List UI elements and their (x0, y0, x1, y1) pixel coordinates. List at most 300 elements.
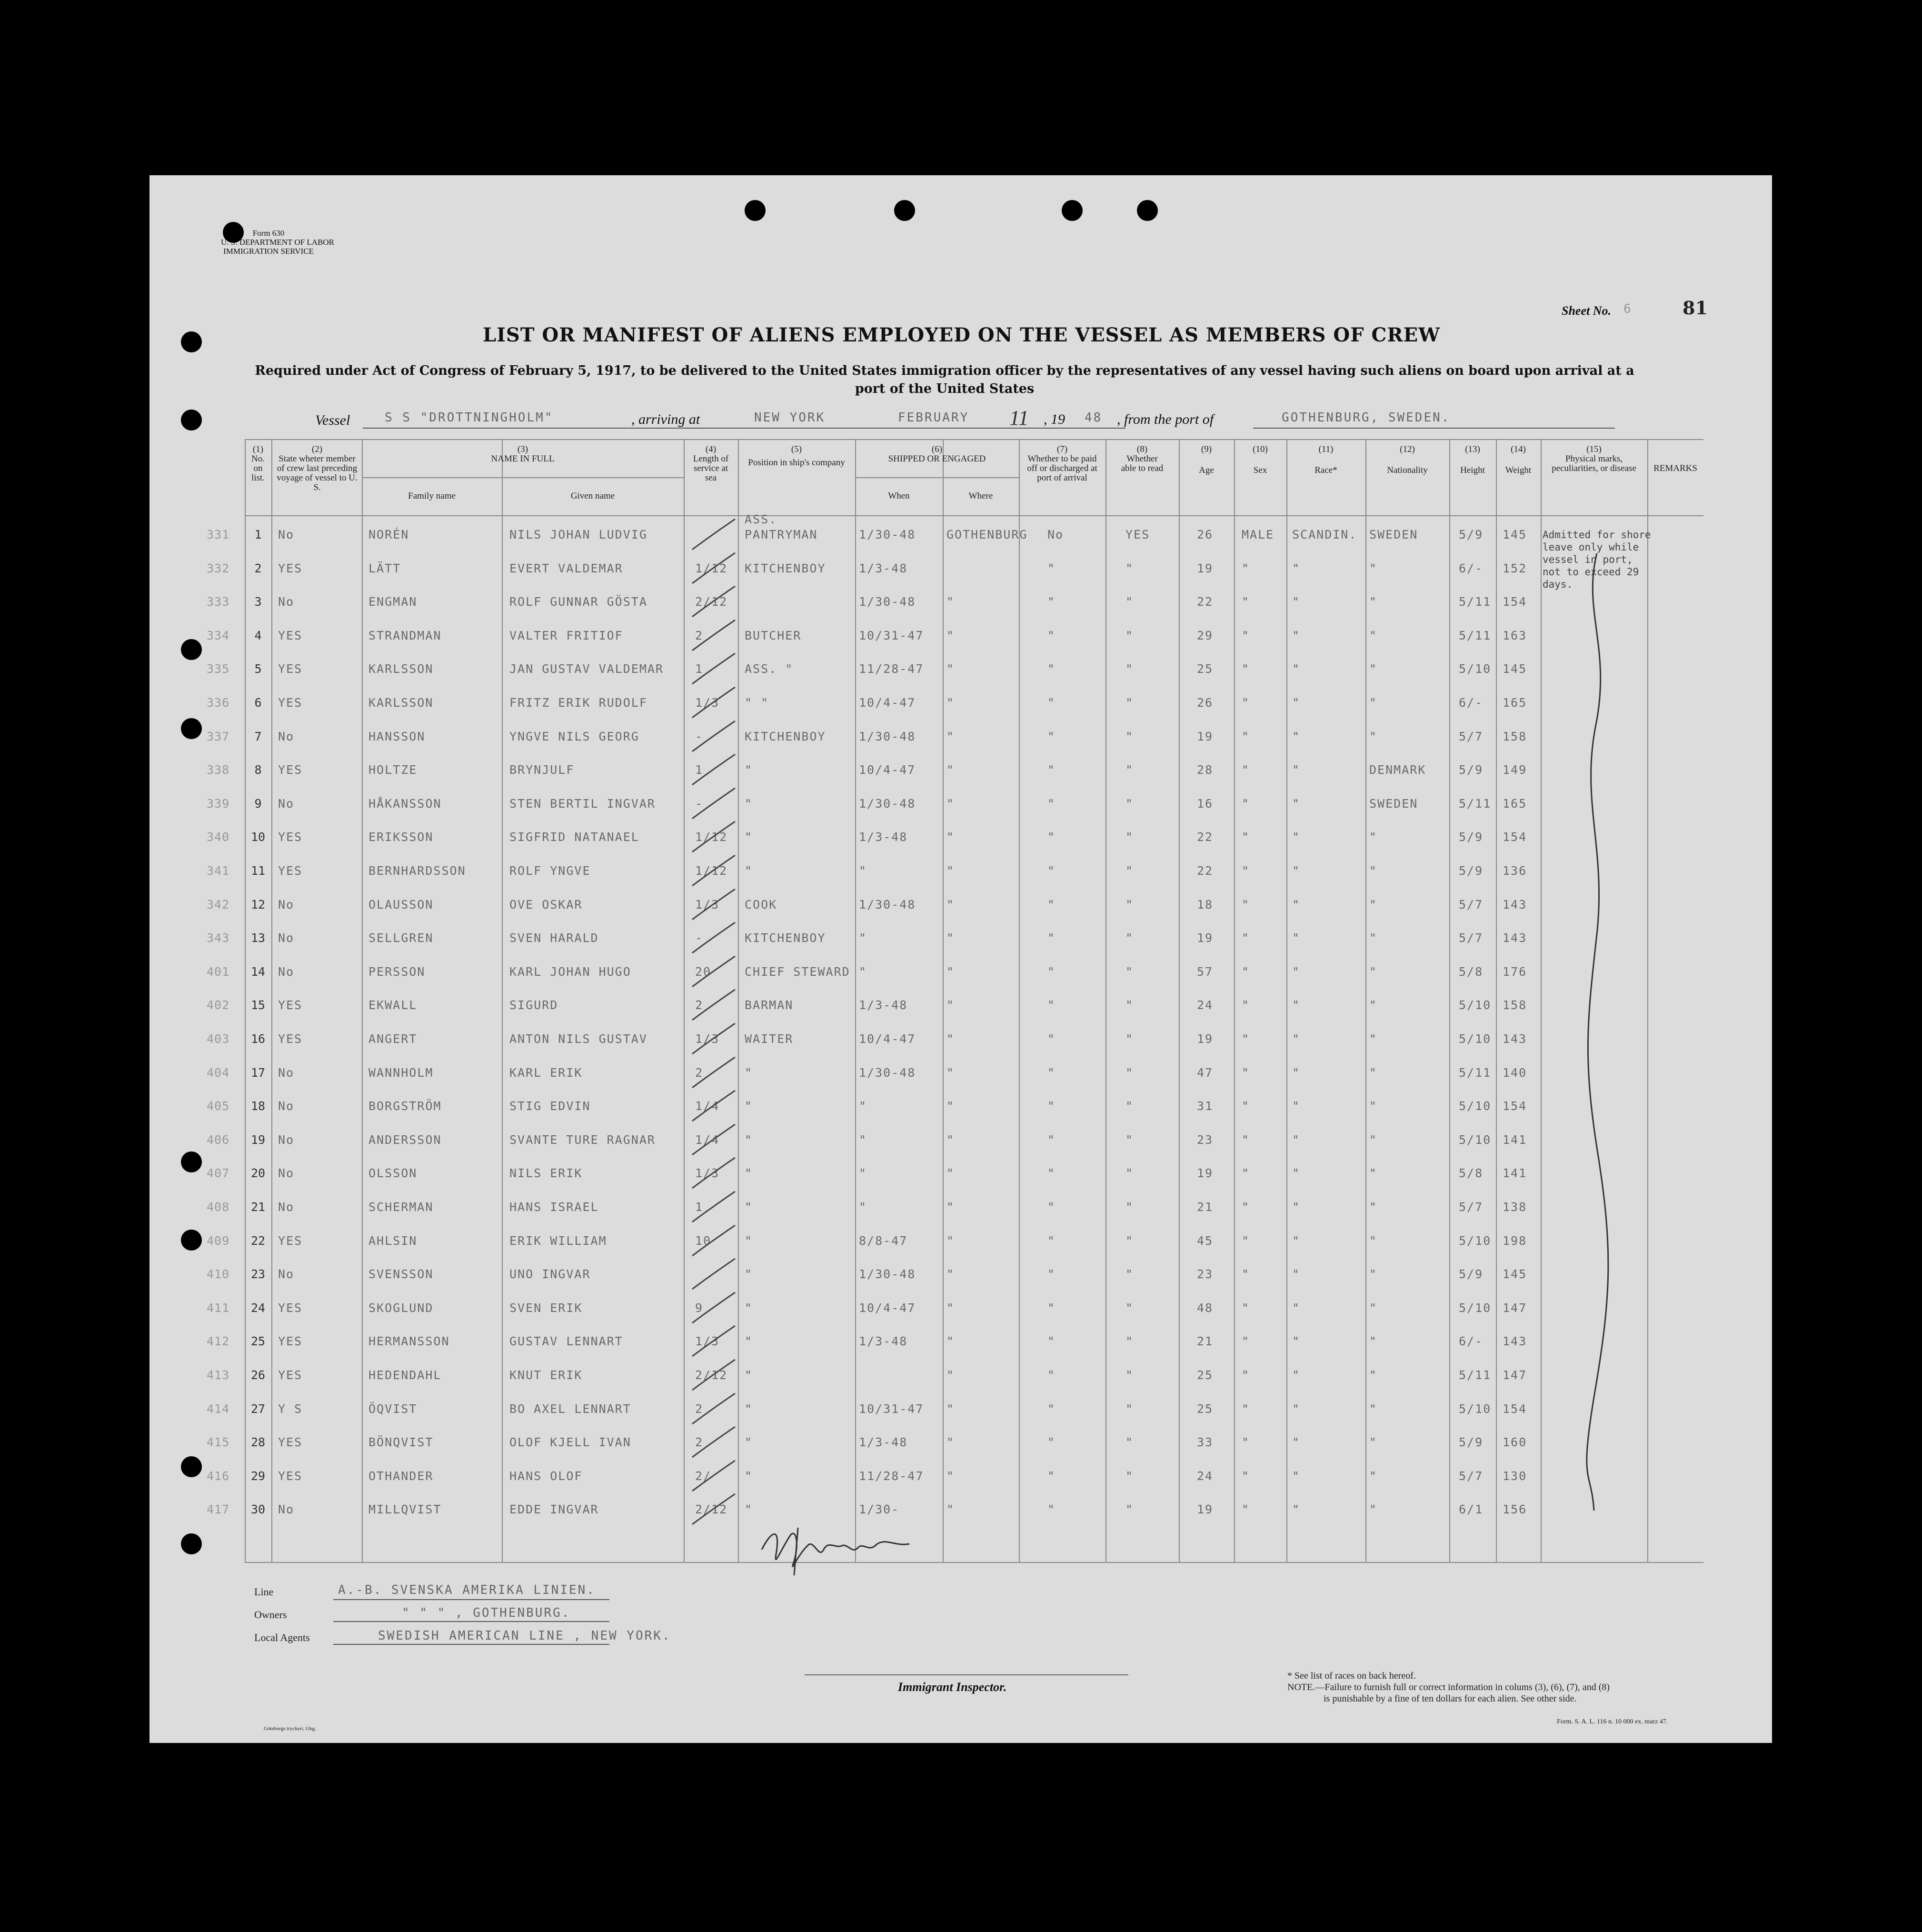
height: 5/11 (1459, 1368, 1492, 1382)
age: 22 (1197, 864, 1214, 878)
list-ref-number: 417 (207, 1502, 230, 1517)
age: 19 (1197, 1166, 1214, 1181)
inspector-signature (752, 1516, 1057, 1578)
row-number: 14 (250, 964, 266, 979)
position: PANTRYMAN (745, 528, 818, 541)
prev-voyage: No (278, 796, 295, 811)
able-to-read: " (1125, 1502, 1134, 1517)
position: BARMAN (745, 998, 794, 1012)
row-number: 2 (254, 561, 262, 575)
sex: " (1242, 1200, 1250, 1214)
weight: 165 (1503, 696, 1527, 710)
sex: " (1242, 1368, 1250, 1382)
sex: " (1242, 662, 1250, 676)
shipped-when: 1/30- (859, 1502, 900, 1517)
height: 6/1 (1459, 1502, 1484, 1517)
sex: " (1242, 964, 1250, 979)
age: 23 (1197, 1267, 1214, 1281)
row-number: 9 (254, 796, 262, 811)
col-header-given: Given name (570, 491, 615, 501)
prev-voyage: YES (278, 1334, 303, 1349)
col-header-when: When (888, 491, 910, 501)
age: 26 (1197, 528, 1214, 541)
given-name: KARL JOHAN HUGO (509, 964, 631, 979)
given-name: VALTER FRITIOF (509, 628, 623, 642)
race: " (1292, 864, 1301, 878)
given-name: ROLF YNGVE (509, 864, 591, 878)
shipped-where: " (946, 595, 955, 609)
race: " (1292, 931, 1301, 945)
row-number: 29 (250, 1469, 266, 1483)
table-row (207, 893, 1541, 927)
weight: 145 (1503, 528, 1527, 541)
weight: 176 (1503, 964, 1527, 979)
row-number: 1 (254, 528, 262, 541)
service-length: 1/3 (695, 696, 720, 710)
nationality: " (1369, 595, 1378, 609)
list-ref-number: 409 (207, 1233, 230, 1248)
race: " (1292, 1099, 1301, 1113)
sex: " (1242, 1301, 1250, 1315)
page-title: LIST OR MANIFEST OF ALIENS EMPLOYED ON THE VESSEL AS MEMBERS OF CREW (483, 324, 1441, 346)
table-row (207, 859, 1541, 893)
row-number: 5 (254, 662, 262, 676)
arrival-day: 11 (1009, 406, 1029, 430)
family-name: PERSSON (368, 964, 426, 979)
service-length: 1/12 (695, 561, 728, 575)
given-name: OLOF KJELL IVAN (509, 1435, 631, 1450)
weight: 140 (1503, 1065, 1527, 1080)
department: U. S. DEPARTMENT OF LABOR (221, 238, 334, 247)
table-row (207, 1094, 1541, 1128)
row-number: 15 (250, 998, 266, 1012)
row-number: 7 (254, 729, 262, 743)
service-length: 1/3 (695, 1334, 720, 1349)
able-to-read: " (1125, 729, 1134, 743)
sex: " (1242, 561, 1250, 575)
prev-voyage: Y S (278, 1401, 303, 1416)
family-name: NORÉN (368, 528, 409, 541)
age: 57 (1197, 964, 1214, 979)
service-length: 10 (695, 1233, 712, 1248)
row-number: 23 (250, 1267, 266, 1281)
form-header (221, 229, 334, 256)
sex: " (1242, 1469, 1250, 1483)
row-number: 18 (250, 1099, 266, 1113)
height: 5/7 (1459, 729, 1484, 743)
shipped-when: " (859, 1132, 867, 1147)
sex: " (1242, 696, 1250, 710)
weight: 141 (1503, 1166, 1527, 1181)
table-row (207, 1229, 1541, 1263)
family-name: ÖQVIST (368, 1401, 418, 1416)
able-to-read: " (1125, 1233, 1134, 1248)
service-length: 9 (695, 1301, 704, 1315)
given-name: BO AXEL LENNART (509, 1401, 631, 1416)
service-length: 1/4 (695, 1099, 720, 1113)
vessel-name: S S "DROTTNINGHOLM" (385, 410, 554, 425)
height: 5/8 (1459, 1166, 1484, 1181)
shipped-when: 11/28-47 (859, 662, 924, 676)
list-ref-number: 338 (207, 763, 230, 777)
row-number: 24 (250, 1301, 266, 1315)
table-row (207, 758, 1541, 792)
service-length: 1/12 (695, 864, 728, 878)
shipped-where: " (946, 1200, 955, 1214)
able-to-read: " (1125, 763, 1134, 777)
age: 19 (1197, 561, 1214, 575)
table-row (207, 624, 1541, 658)
family-name: AHLSIN (368, 1233, 418, 1248)
table-row (207, 993, 1541, 1027)
punch-hole (181, 1533, 202, 1554)
able-to-read: " (1125, 1032, 1134, 1046)
weight: 143 (1503, 897, 1527, 911)
given-name: SIGFRID NATANAEL (509, 830, 639, 844)
race: " (1292, 595, 1301, 609)
race: " (1292, 897, 1301, 911)
family-name: STRANDMAN (368, 628, 442, 642)
sex: " (1242, 1267, 1250, 1281)
shipped-where: " (946, 763, 955, 777)
nationality: DENMARK (1369, 763, 1426, 777)
col-header-name: (3) NAME IN FULL (491, 444, 555, 464)
punch-hole (181, 410, 202, 430)
shipped-when: 1/30-48 (859, 729, 916, 743)
row-number: 3 (254, 595, 262, 609)
position-prefix: ASS. (745, 512, 777, 526)
service-length: 1/3 (695, 1166, 720, 1181)
able-to-read: " (1125, 1200, 1134, 1214)
paid-off: " (1047, 1267, 1056, 1281)
service: IMMIGRATION SERVICE (223, 247, 314, 256)
table-row (207, 1397, 1541, 1431)
col-header-height: (13) Height (1460, 444, 1485, 475)
weight: 143 (1503, 1334, 1527, 1349)
remark-continuation-line (1578, 553, 1616, 1515)
paid-off: No (1047, 528, 1064, 541)
nationality: " (1369, 696, 1378, 710)
vessel-label: Vessel (315, 412, 350, 428)
list-ref-number: 401 (207, 964, 230, 979)
race: " (1292, 1200, 1301, 1214)
sex: " (1242, 864, 1250, 878)
shipped-where: " (946, 830, 955, 844)
punch-hole (181, 331, 202, 352)
list-ref-number: 333 (207, 595, 230, 609)
list-ref-number: 343 (207, 931, 230, 945)
given-name: STEN BERTIL INGVAR (509, 796, 656, 811)
weight: 143 (1503, 931, 1527, 945)
paid-off: " (1047, 931, 1056, 945)
given-name: NILS JOHAN LUDVIG (509, 528, 647, 541)
age: 26 (1197, 696, 1214, 710)
race: " (1292, 830, 1301, 844)
height: 5/9 (1459, 864, 1484, 878)
shipped-where: " (946, 931, 955, 945)
height: 5/10 (1459, 1301, 1492, 1315)
shipped-where: " (946, 1502, 955, 1517)
age: 21 (1197, 1334, 1214, 1349)
race: " (1292, 729, 1301, 743)
row-number: 20 (250, 1166, 266, 1181)
shipped-where: " (946, 964, 955, 979)
able-to-read: " (1125, 897, 1134, 911)
nationality: " (1369, 998, 1378, 1012)
position: COOK (745, 897, 777, 911)
list-ref-number: 406 (207, 1132, 230, 1147)
able-to-read: " (1125, 1334, 1134, 1349)
able-to-read: " (1125, 1267, 1134, 1281)
nationality: " (1369, 561, 1378, 575)
position: " (745, 796, 753, 811)
sex: " (1242, 1334, 1250, 1349)
age: 24 (1197, 1469, 1214, 1483)
height: 5/10 (1459, 1099, 1492, 1113)
paid-off: " (1047, 1502, 1056, 1517)
paid-off: " (1047, 1368, 1056, 1382)
shipped-where: " (946, 1301, 955, 1315)
sex: " (1242, 897, 1250, 911)
height: 5/10 (1459, 998, 1492, 1012)
agents-value: SWEDISH AMERICAN LINE , NEW YORK. (378, 1629, 671, 1643)
arriving-label: , arriving at (631, 411, 700, 427)
service-length: 2/12 (695, 1368, 728, 1382)
given-name: NILS ERIK (509, 1166, 583, 1181)
sex: " (1242, 763, 1250, 777)
position: " (745, 864, 753, 878)
shipped-when: 1/3-48 (859, 561, 908, 575)
col-header-marks: (15) Physical marks, peculiarities, or disease (1552, 444, 1636, 473)
height: 5/11 (1459, 1065, 1492, 1080)
prev-voyage: YES (278, 1032, 303, 1046)
penalty-note: NOTE.—Failure to furnish full or correct information in colums (3), (6), (7), and (8) (1287, 1682, 1610, 1692)
col-header-age: (9) Age (1199, 444, 1214, 475)
table-row (207, 1061, 1541, 1095)
position: BUTCHER (745, 628, 802, 642)
sex: MALE (1242, 528, 1275, 541)
race: " (1292, 763, 1301, 777)
height: 5/9 (1459, 1267, 1484, 1281)
paid-off: " (1047, 998, 1056, 1012)
list-ref-number: 335 (207, 662, 230, 676)
family-name: ANGERT (368, 1032, 418, 1046)
given-name: GUSTAV LENNART (509, 1334, 623, 1349)
nationality: " (1369, 662, 1378, 676)
prev-voyage: YES (278, 561, 303, 575)
given-name: JAN GUSTAV VALDEMAR (509, 662, 664, 676)
given-name: YNGVE NILS GEORG (509, 729, 639, 743)
col-header-family: Family name (408, 491, 456, 501)
prev-voyage: No (278, 1267, 295, 1281)
age: 28 (1197, 763, 1214, 777)
table-row (207, 725, 1541, 759)
col-header-position: (5) Position in ship's company (748, 444, 845, 468)
sex: " (1242, 1032, 1250, 1046)
race: " (1292, 998, 1301, 1012)
able-to-read: " (1125, 1301, 1134, 1315)
list-ref-number: 332 (207, 561, 230, 575)
position: " (745, 1200, 753, 1214)
given-name: HANS OLOF (509, 1469, 583, 1483)
race: SCANDIN. (1292, 528, 1357, 541)
table-row (207, 1262, 1541, 1296)
sex: " (1242, 998, 1250, 1012)
service-length: 1 (695, 1200, 704, 1214)
family-name: BORGSTRÖM (368, 1099, 442, 1113)
able-to-read: " (1125, 561, 1134, 575)
service-length: 1/4 (695, 1132, 720, 1147)
family-name: KARLSSON (368, 662, 434, 676)
list-ref-number: 411 (207, 1301, 230, 1315)
shipped-where: " (946, 1166, 955, 1181)
service-length: 2 (695, 1435, 704, 1450)
punch-hole (1062, 200, 1083, 221)
race: " (1292, 662, 1301, 676)
nationality: " (1369, 931, 1378, 945)
year-prefix: , 19 (1044, 411, 1065, 427)
shipped-where: " (946, 1334, 955, 1349)
race: " (1292, 628, 1301, 642)
sex: " (1242, 931, 1250, 945)
prev-voyage: No (278, 931, 295, 945)
able-to-read: " (1125, 998, 1134, 1012)
prev-voyage: YES (278, 662, 303, 676)
row-number: 13 (250, 931, 266, 945)
col-header-shipped: (6) SHIPPED OR ENGAGED (888, 444, 986, 464)
punch-hole (181, 718, 202, 739)
given-name: OVE OSKAR (509, 897, 583, 911)
nationality: " (1369, 1065, 1378, 1080)
race: " (1292, 1368, 1301, 1382)
weight: 163 (1503, 628, 1527, 642)
list-ref-number: 407 (207, 1166, 230, 1181)
given-name: EDDE INGVAR (509, 1502, 599, 1517)
row-number: 4 (254, 628, 262, 642)
nationality: " (1369, 964, 1378, 979)
weight: 145 (1503, 662, 1527, 676)
col-header-nationality: (12) Nationality (1387, 444, 1428, 475)
paid-off: " (1047, 763, 1056, 777)
race: " (1292, 1469, 1301, 1483)
table-row (207, 1330, 1541, 1363)
age: 25 (1197, 1401, 1214, 1416)
table-row (207, 1128, 1541, 1162)
age: 19 (1197, 729, 1214, 743)
shipped-when: " (859, 964, 867, 979)
list-ref-number: 341 (207, 864, 230, 878)
service-length: 1 (695, 662, 704, 676)
weight: 198 (1503, 1233, 1527, 1248)
able-to-read: " (1125, 595, 1134, 609)
weight: 147 (1503, 1301, 1527, 1315)
height: 5/7 (1459, 931, 1484, 945)
form-code: Form. S. A. L. 116 n. 10 000 ex. marz 47. (1557, 1718, 1668, 1725)
height: 5/10 (1459, 1032, 1492, 1046)
list-ref-number: 403 (207, 1032, 230, 1046)
service-length: 1/3 (695, 1032, 720, 1046)
paid-off: " (1047, 1334, 1056, 1349)
weight: 156 (1503, 1502, 1527, 1517)
paid-off: " (1047, 1233, 1056, 1248)
given-name: FRITZ ERIK RUDOLF (509, 696, 647, 710)
family-name: SELLGREN (368, 931, 434, 945)
shipped-when: 10/4-47 (859, 696, 916, 710)
paid-off: " (1047, 1435, 1056, 1450)
tick-mark (687, 1491, 740, 1534)
shipped-when: 1/30-48 (859, 528, 916, 541)
inspector-label: Immigrant Inspector. (898, 1680, 1007, 1694)
paid-off: " (1047, 1032, 1056, 1046)
able-to-read: " (1125, 662, 1134, 676)
weight: 154 (1503, 830, 1527, 844)
row-number: 26 (250, 1368, 266, 1382)
table-row (207, 825, 1541, 859)
list-ref-number: 415 (207, 1435, 230, 1450)
row-number: 25 (250, 1334, 266, 1349)
sex: " (1242, 1065, 1250, 1080)
family-name: OLSSON (368, 1166, 418, 1181)
height: 5/7 (1459, 1200, 1484, 1214)
age: 22 (1197, 595, 1214, 609)
paid-off: " (1047, 964, 1056, 979)
paid-off: " (1047, 1469, 1056, 1483)
position: KITCHENBOY (745, 729, 826, 743)
row-number: 28 (250, 1435, 266, 1450)
list-ref-number: 405 (207, 1099, 230, 1113)
form-number: Form 630 (252, 229, 285, 238)
list-ref-number: 408 (207, 1200, 230, 1214)
weight: 141 (1503, 1132, 1527, 1147)
nationality: SWEDEN (1369, 528, 1418, 541)
service-length: - (695, 729, 704, 743)
given-name: KARL ERIK (509, 1065, 583, 1080)
service-length: 2 (695, 628, 704, 642)
table-row (207, 590, 1541, 624)
manifest-sheet (149, 175, 1772, 1743)
table-row (207, 960, 1541, 994)
page-number: 81 (1683, 297, 1708, 319)
owners-label: Owners (254, 1609, 287, 1621)
table-row (207, 512, 1541, 557)
table-row (207, 1363, 1541, 1397)
family-name: SCHERMAN (368, 1200, 434, 1214)
paid-off: " (1047, 796, 1056, 811)
position: " (745, 1166, 753, 1181)
list-ref-number: 413 (207, 1368, 230, 1382)
given-name: ROLF GUNNAR GÖSTA (509, 595, 647, 609)
col-header-sex: (10) Sex (1253, 444, 1268, 475)
age: 16 (1197, 796, 1214, 811)
height: 5/9 (1459, 763, 1484, 777)
height: 5/10 (1459, 1233, 1492, 1248)
service-length: 2/ (695, 1469, 712, 1483)
position: " (745, 1099, 753, 1113)
from-label: , from the port of (1117, 411, 1214, 427)
weight: 138 (1503, 1200, 1527, 1214)
able-to-read: " (1125, 1099, 1134, 1113)
height: 6/- (1459, 696, 1484, 710)
family-name: HOLTZE (368, 763, 418, 777)
paid-off: " (1047, 662, 1056, 676)
family-name: SKOGLUND (368, 1301, 434, 1315)
col-header-weight: (14) Weight (1505, 444, 1532, 475)
race: " (1292, 561, 1301, 575)
nationality: " (1369, 1469, 1378, 1483)
sex: " (1242, 1132, 1250, 1147)
nationality: " (1369, 1132, 1378, 1147)
table-row (207, 691, 1541, 725)
